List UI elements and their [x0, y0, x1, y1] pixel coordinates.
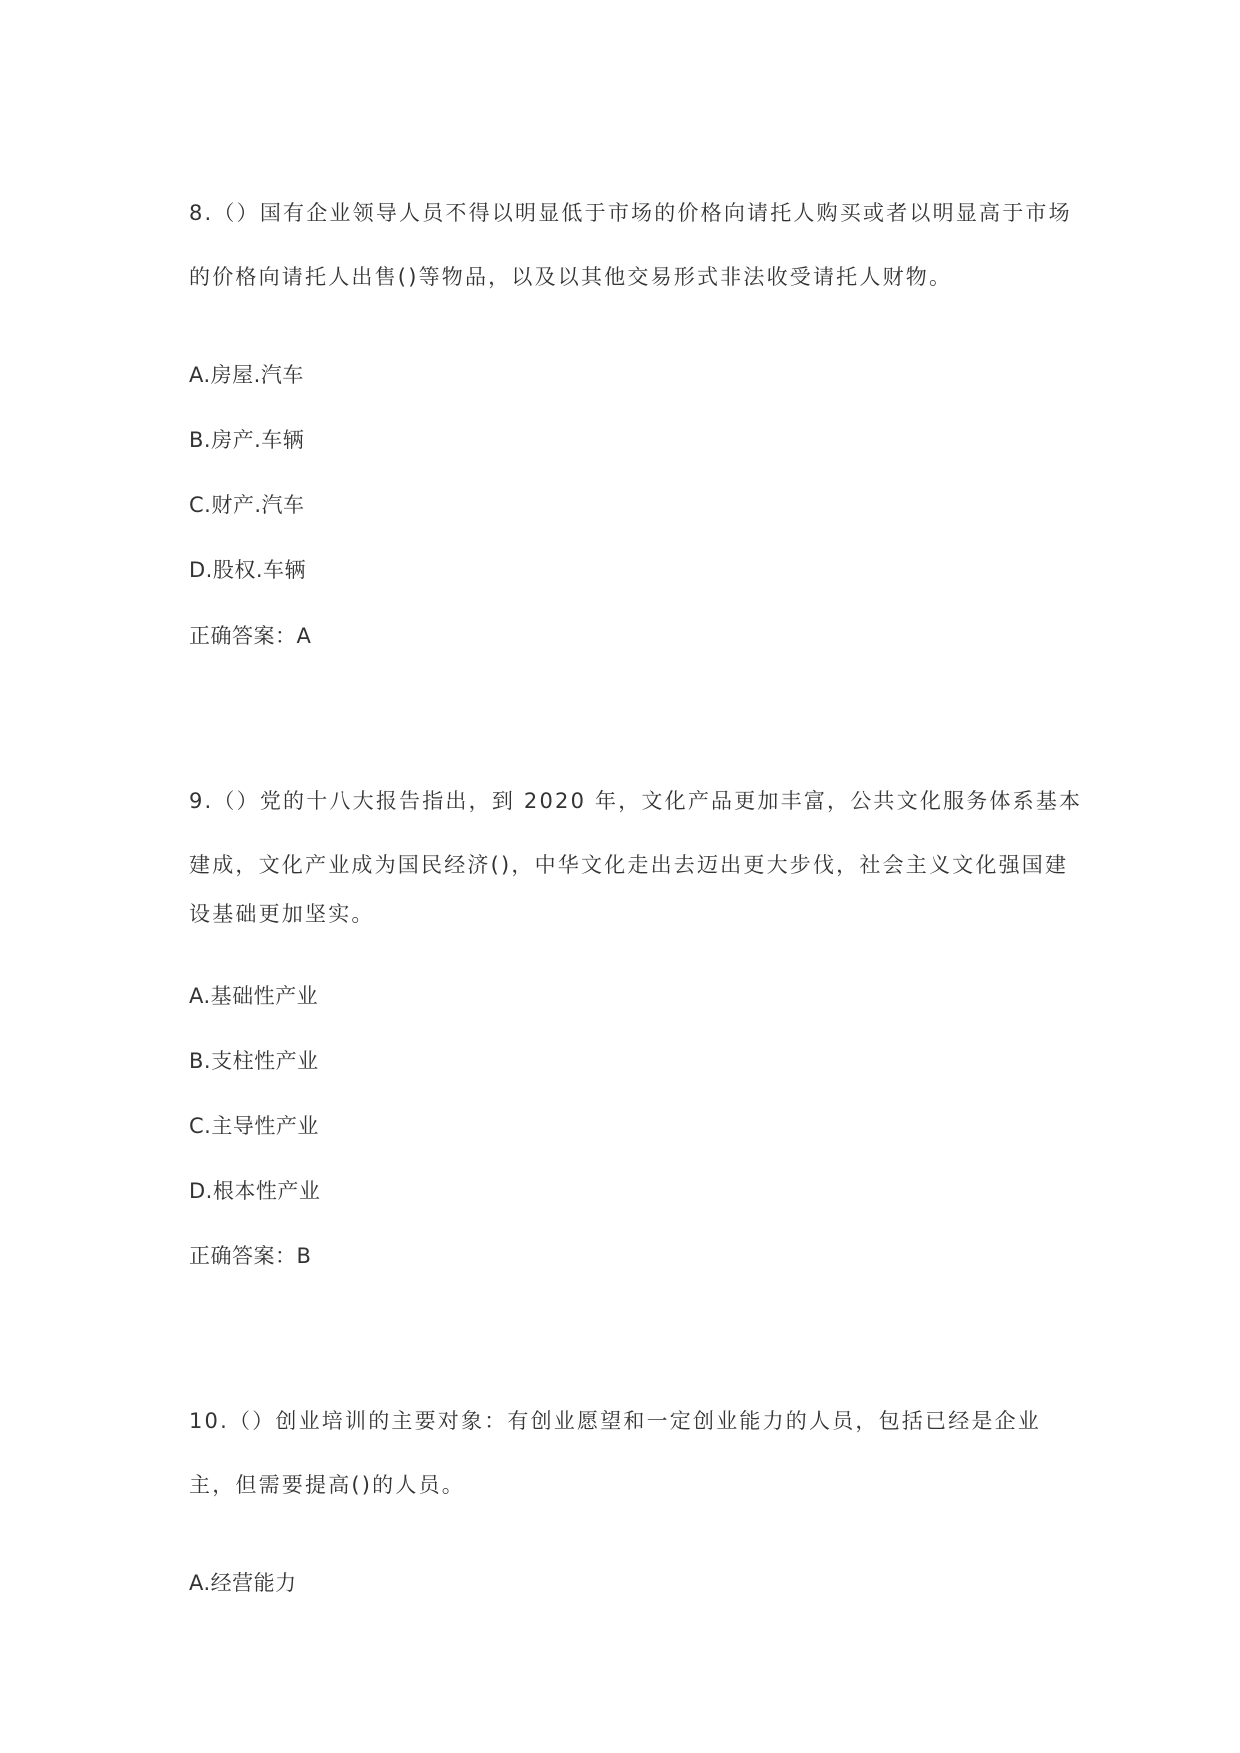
- question-8-option-b: B.房产.车辆: [189, 428, 305, 452]
- question-10-stem-line-1: 10.（）创业培训的主要对象：有创业愿望和一定创业能力的人员，包括已经是企业: [189, 1409, 1041, 1433]
- question-8-answer: 正确答案：A: [189, 624, 312, 648]
- question-9-stem-line-2: 建成，文化产业成为国民经济()，中华文化走出去迈出更大步伐，社会主义文化强国建: [189, 853, 1069, 877]
- question-8-stem-line-2: 的价格向请托人出售()等物品，以及以其他交易形式非法收受请托人财物。: [189, 265, 953, 289]
- question-9-answer: 正确答案：B: [189, 1244, 312, 1268]
- question-8-option-a: A.房屋.汽车: [189, 363, 304, 387]
- question-9-option-a: A.基础性产业: [189, 984, 319, 1008]
- question-9-stem-line-3: 设基础更加坚实。: [189, 902, 375, 926]
- question-8-option-c: C.财产.汽车: [189, 493, 305, 517]
- question-9-option-c: C.主导性产业: [189, 1114, 319, 1138]
- question-8-option-d: D.股权.车辆: [189, 558, 307, 582]
- question-9-stem-line-1: 9.（）党的十八大报告指出，到 2020 年，文化产品更加丰富，公共文化服务体系基本: [189, 789, 1083, 813]
- question-10-option-a: A.经营能力: [189, 1571, 297, 1595]
- question-9-option-d: D.根本性产业: [189, 1179, 321, 1203]
- question-10-stem-line-2: 主，但需要提高()的人员。: [189, 1473, 465, 1497]
- question-9-option-b: B.支柱性产业: [189, 1049, 319, 1073]
- question-8-stem-line-1: 8.（）国有企业领导人员不得以明显低于市场的价格向请托人购买或者以明显高于市场: [189, 201, 1072, 225]
